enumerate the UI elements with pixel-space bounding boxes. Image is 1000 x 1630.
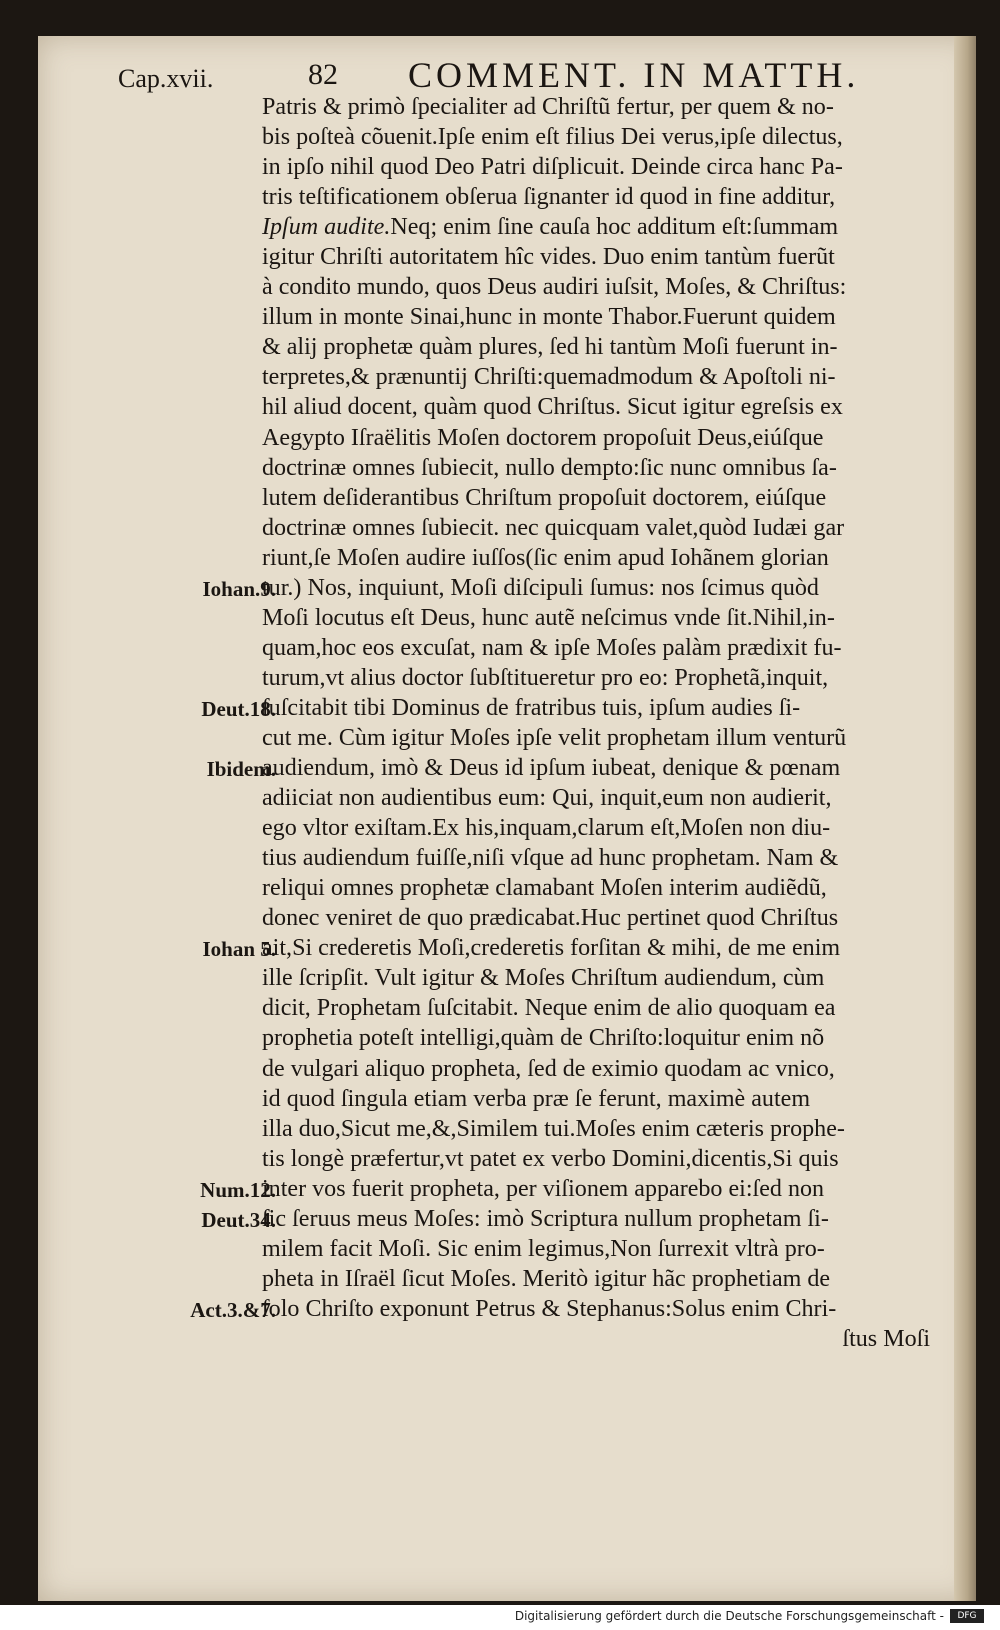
italic-lemma: Ipſum audite. bbox=[262, 213, 391, 241]
text-line: de vulgari aliquo propheta, ſed de eximio quodam ac vnico, bbox=[262, 1054, 835, 1082]
text-line: reliqui omnes prophetæ clamabant Moſen interim audiẽdũ, bbox=[262, 874, 827, 902]
text-line: prophetia poteſt intelligi,quàm de Chriſto:loquitur enim nõ bbox=[262, 1024, 825, 1052]
margin-note: Act.3.&7. bbox=[190, 1298, 276, 1322]
text-line: doctrinæ omnes ſubiecit, nullo dempto:ſic nunc omnibus ſa- bbox=[262, 453, 837, 481]
text-line: lutem deſiderantibus Chriſtum propoſuit doctorem, eiúſque bbox=[262, 483, 827, 511]
text-line: turum,vt alius doctor ſubſtitueretur pro eo: Prophetã,inquit, bbox=[262, 663, 829, 691]
text-line: bis poſteà cõuenit.Ipſe enim eſt filius Dei verus,ipſe dilectus, bbox=[262, 123, 843, 151]
text-line: illum in monte Sinai,hunc in monte Thabor.Fuerunt quidem bbox=[262, 303, 836, 331]
text-line: in ipſo nihil quod Deo Patri diſplicuit. Deinde circa hanc Pa- bbox=[262, 153, 843, 181]
text-line: inter vos fuerit propheta, per viſionem apparebo ei:ſed non bbox=[262, 1174, 825, 1202]
text-line: ait,Si crederetis Moſi,crederetis forſitan & mihi, de me enim bbox=[262, 934, 841, 962]
dfg-logo: DFG bbox=[950, 1609, 984, 1623]
body-text bbox=[262, 92, 942, 1354]
text-line: cut me. Cùm igitur Moſes ipſe velit prophetam illum venturũ bbox=[262, 723, 847, 751]
text-line: & alij prophetæ quàm plures, ſed hi tantùm Moſi fuerunt in- bbox=[262, 333, 838, 361]
text-line: tius audiendum fuiſſe,niſi vſque ad hunc prophetam. Nam & bbox=[262, 844, 839, 872]
text-line: donec veniret de quo prædicabat.Huc pertinet quod Chriſtus bbox=[262, 904, 839, 932]
margin-note: Iohan.9. bbox=[202, 576, 276, 601]
margin-note: Deut.34. bbox=[201, 1207, 276, 1232]
text-line: Ipſum audite.Neq; enim ſine cauſa hoc additum eſt:ſummam bbox=[262, 213, 839, 241]
chapter-label: Cap.xvii. bbox=[118, 64, 214, 93]
text-line: tis longè præfertur,vt patet ex verbo Domini,dicentis,Si quis bbox=[262, 1144, 839, 1172]
text-line: à condito mundo, quos Deus audiri iuſsit, Moſes, & Chriſtus: bbox=[262, 273, 847, 301]
text-line: illa duo,Sicut me,&,Similem tui.Moſes enim cæteris prophe- bbox=[262, 1114, 845, 1142]
margin-note: Deut.18. bbox=[201, 697, 276, 721]
text-line: tur.) Nos, inquiunt, Moſi diſcipuli ſumus: nos ſcimus quòd bbox=[262, 573, 819, 601]
text-line: ego vltor exiſtam.Ex his,inquam,clarum eſt,Moſen non diu- bbox=[262, 814, 831, 842]
margin-note: Iohan 5. bbox=[202, 937, 276, 962]
text-line: audiendum, imò & Deus id ipſum iubeat, denique & pœnam bbox=[262, 754, 841, 782]
page-spine-edge bbox=[954, 36, 976, 1601]
text-line: adiiciat non audientibus eum: Qui, inquit,eum non audierit, bbox=[262, 784, 832, 812]
funding-credit: Digitalisierung gefördert durch die Deutsche Forschungsgemeinschaft - bbox=[514, 1609, 944, 1623]
margin-note: Ibidem. bbox=[206, 757, 276, 782]
text-line: ſuſcitabit tibi Dominus de fratribus tuis, ipſum audies ſi- bbox=[262, 693, 801, 721]
text-line: dicit, Prophetam ſuſcitabit. Neque enim de alio quoquam ea bbox=[262, 994, 836, 1022]
text-line: hil aliud docent, quàm quod Chriſtus. Sicut igitur egreſsis ex bbox=[262, 393, 843, 421]
text-line: igitur Chriſti autoritatem hîc vides. Duo enim tantùm fuerũt bbox=[262, 243, 835, 271]
text-line: Moſi locutus eſt Deus, hunc autẽ neſcimus vnde ſit.Nihil,in- bbox=[262, 603, 835, 631]
text-line: terpretes,& prænuntij Chriſti:quemadmodum & Apoſtoli ni- bbox=[262, 363, 836, 391]
text-line: Patris & primò ſpecialiter ad Chriſtũ fertur, per quem & no- bbox=[262, 93, 834, 120]
text-line: pheta in Iſraël ſicut Moſes. Meritò igitur hãc prophetiam de bbox=[262, 1264, 831, 1292]
text-line: ſtus Moſi bbox=[842, 1324, 930, 1352]
running-title: COMMENT. IN MATTH. bbox=[408, 55, 860, 95]
text-line: ſic ſeruus meus Moſes: imò Scriptura nullum prophetam ſi- bbox=[262, 1204, 829, 1232]
text-line: tris teſtificationem obſerua ſignanter id quod in fine additur, bbox=[262, 183, 836, 211]
text-line: riunt,ſe Moſen audire iuſſos(ſic enim apud Iohãnem glorian bbox=[262, 543, 829, 571]
text-line: ſolo Chriſto exponunt Petrus & Stephanus:Solus enim Chri- bbox=[262, 1294, 837, 1322]
text-line: id quod ſingula etiam verba præ ſe ferunt, maximè autem bbox=[262, 1084, 811, 1112]
page-number: 82 bbox=[308, 58, 338, 91]
text-line: doctrinæ omnes ſubiecit. nec quicquam valet,quòd Iudæi gar bbox=[262, 513, 845, 541]
footer-bar bbox=[0, 1605, 1000, 1630]
text-line: ille ſcripſit. Vult igitur & Moſes Chriſtum audiendum, cùm bbox=[262, 964, 825, 992]
text-line: quam,hoc eos excuſat, nam & ipſe Moſes palàm prædixit fu- bbox=[262, 633, 842, 661]
text-line: Aegypto Iſraëlitis Moſen doctorem propoſuit Deus,eiúſque bbox=[262, 423, 824, 451]
text-line: milem facit Moſi. Sic enim legimus,Non ſurrexit vltrà pro- bbox=[262, 1234, 825, 1262]
margin-note: Num.12. bbox=[200, 1177, 276, 1202]
